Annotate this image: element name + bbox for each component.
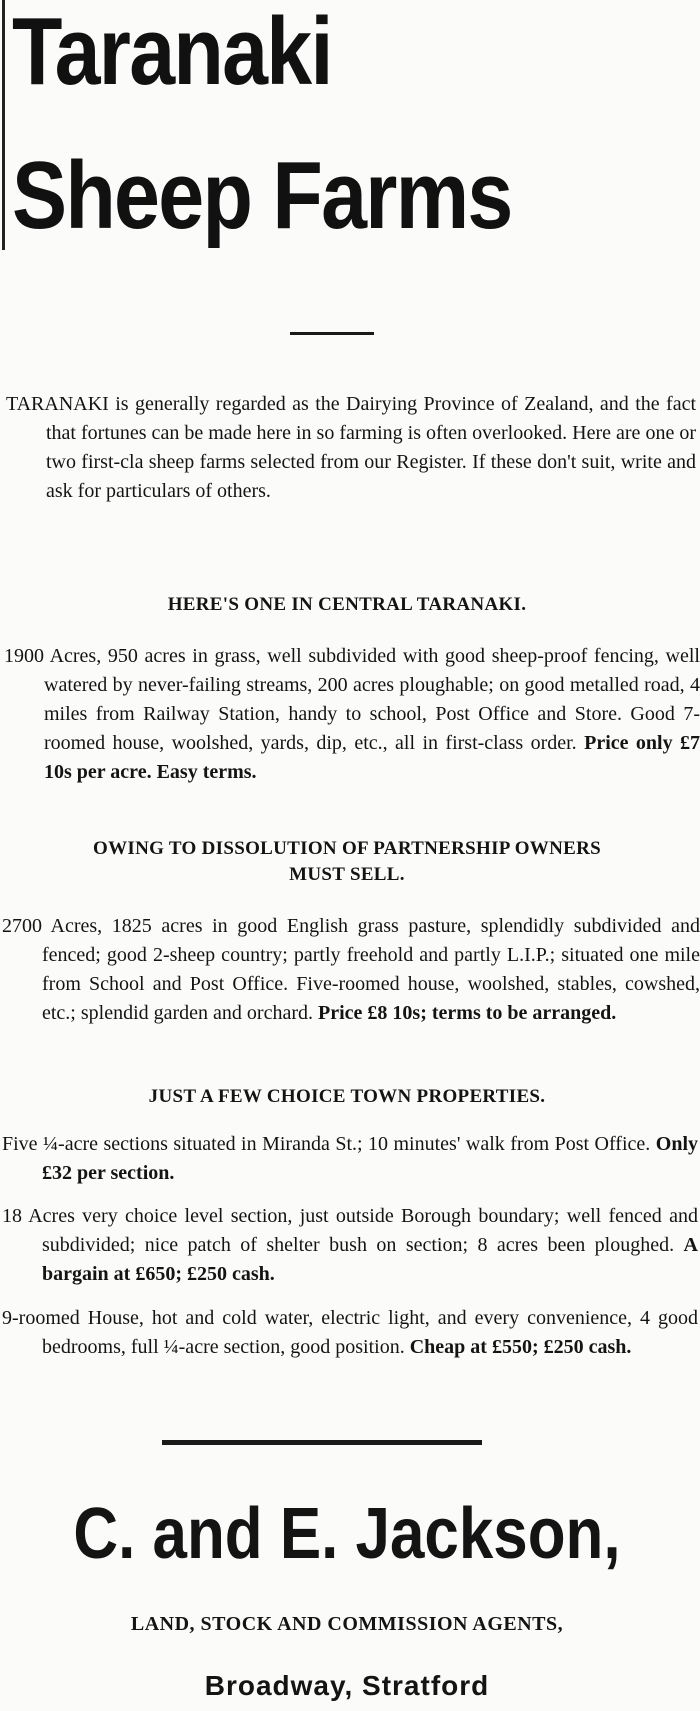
town-item-3-price: Cheap at £550; £250 cash. <box>409 1336 632 1358</box>
town-item-1 <box>2 1130 698 1188</box>
firm-description: LAND, STOCK AND COMMISSION AGENTS, <box>130 1613 564 1635</box>
partnership-price: Price £8 10s; terms to be arranged. <box>318 1002 617 1024</box>
town-item-1-price: Only £32 per section. <box>42 1133 699 1184</box>
town-item-1-text: Five ¼-acre sections situated in Miranda St.; 10 minutes' walk from Post Office. <box>2 1133 651 1155</box>
town-item-3 <box>2 1304 698 1362</box>
left-border-line <box>2 0 5 250</box>
central-taranaki-text: 1900 Acres, 950 acres in grass, well subdivided with good sheep-proof fencing, well watered by never-failing streams, 200 acres ploughable; on good metalled road, 4 miles from Railway Station, handy to school, Post Office and Store. Good 7-roomed house, woolshed, yards, dip, etc., all in first-class order. <box>4 645 700 754</box>
partnership-heading-line-2: MUST SELL. <box>289 864 405 885</box>
short-divider <box>290 332 374 335</box>
central-taranaki-listing <box>4 642 700 787</box>
town-item-3-text: 9-roomed House, hot and cold water, electric light, and every convenience, 4 good bedrooms, full ¼-acre section, good position. <box>2 1307 698 1358</box>
town-item-2 <box>2 1202 698 1289</box>
long-divider <box>162 1440 482 1445</box>
partnership-listing <box>2 912 700 1028</box>
firm-address: Broadway, Stratford <box>204 1670 490 1701</box>
intro-paragraph: TARANAKI is generally regarded as the Dairying Province of Zealand, and the fact that fortunes can be made here in so farming is often overlooked. Here are one or two first-cla sheep farms selected from our Register. If these don't suit, write and ask for particulars of others. <box>6 393 696 502</box>
partnership-heading-line-1: OWING TO DISSOLUTION OF PARTNERSHIP OWNERS <box>93 838 601 859</box>
central-taranaki-heading: HERE'S ONE IN CENTRAL TARANAKI. <box>167 594 527 615</box>
central-taranaki-price: Price only £7 10s per acre. Easy terms. <box>44 732 700 783</box>
town-item-2-text: 18 Acres very choice level section, just outside Borough boundary; well fenced and subdivided; nice patch of shelter bush on section; 8 acres been ploughed. <box>2 1205 698 1256</box>
firm-name: C. and E. Jackson, <box>73 1494 621 1574</box>
town-item-2-price: A bargain at £650; £250 cash. <box>42 1234 698 1285</box>
partnership-text: 2700 Acres, 1825 acres in good English grass pasture, splendidly subdivided and fenced; good 2-sheep country; partly freehold and partly L.I.P.; situated one mile from School and Post Office. Five-roomed house, woolshed, stables, cowshed, etc.; splendid garden and orchard. <box>2 915 700 1024</box>
town-properties-heading: JUST A FEW CHOICE TOWN PROPERTIES. <box>148 1086 546 1107</box>
title-line-1: Taranaki <box>12 0 332 105</box>
title-line-2: Sheep Farms <box>12 142 512 249</box>
